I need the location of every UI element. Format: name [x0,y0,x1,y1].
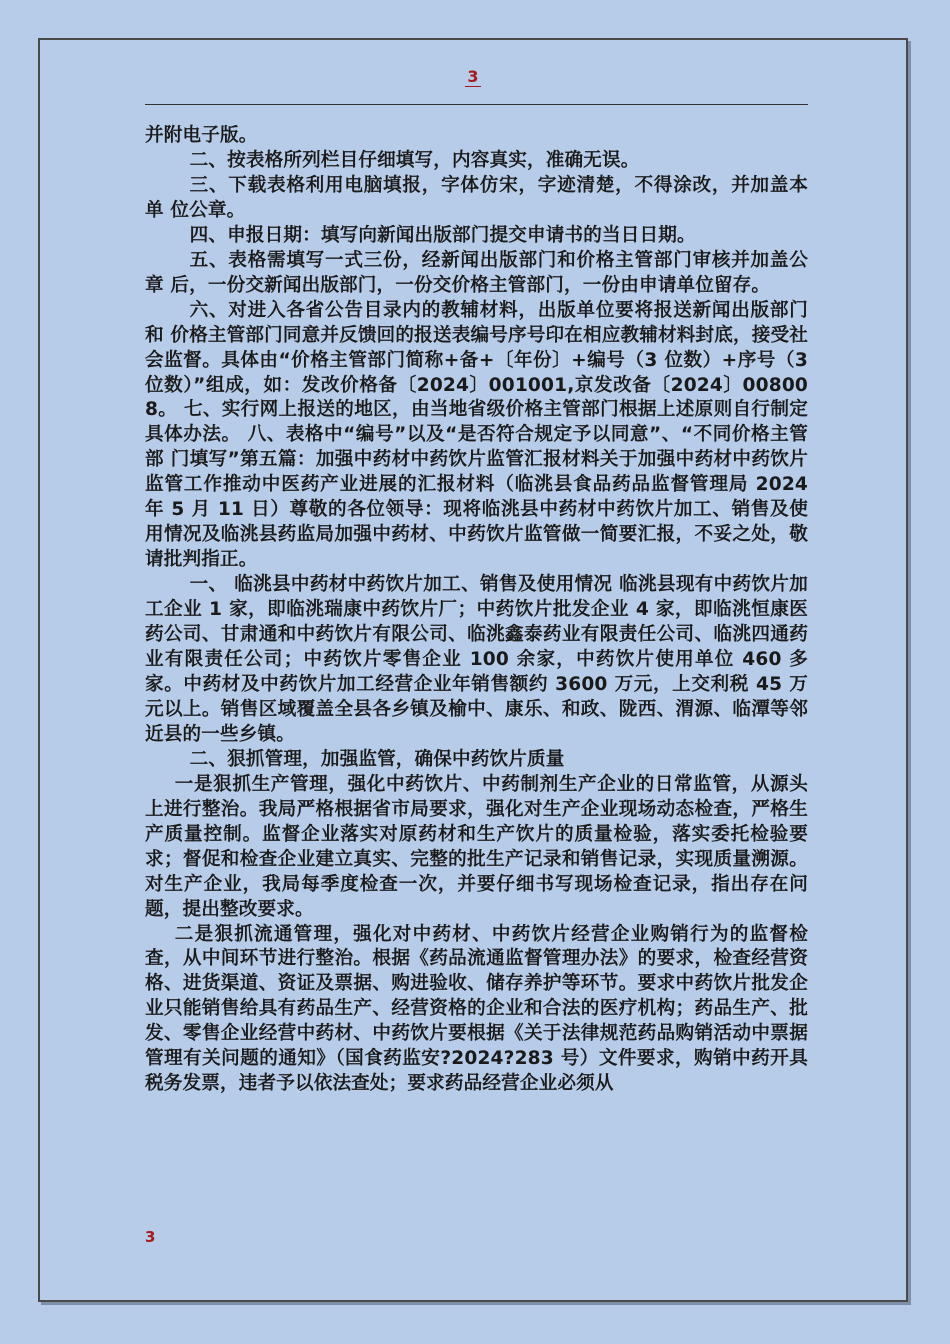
paragraph: 并附电子版。 [145,125,258,146]
paragraph: 二是狠抓流通管理，强化对中药材、中药饮片经营企业购销行为的监督检查，从中间环节进行整治。根据《药品流通监督管理办法》的要求，检查经营资格、进货渠道、资证及票据、购进验收、储存养护等环节。要求中药饮片批发企业只能销售给具有药品生产、经营资格的企业和合法的医疗机构；药品生产、批发、零售企业经营中药材、中药饮片要根据《关于法律规范药品购销活动中票据管理有关问题的通知》（国食药监安?2024?283 号）文件要求，购销中药开具税务发票，违者予以依法查处；要求药品经营企业必须从 [145,923,808,1095]
paragraph: 二、狠抓管理，加强监管，确保中药饮片质量 [189,748,565,770]
page-number-bottom: 3 [145,1228,156,1246]
paragraph: 一是狠抓生产管理，强化中药饮片、中药制剂生产企业的日常监管，从源头上进行整治。我局严格根据省市局要求，强化对生产企业现场动态检查，严格生产质量控制。监督企业落实对原药材和生产饮片的质量检验，落实委托检验要求；督促和检查企业建立真实、完整的批生产记录和销售记录，实现质量溯源。对生产企业，我局每季度检查一次，并要仔细书写现场检查记录，指出存在问题，提出整改要求。 [145,773,808,920]
body-text [145,124,808,1097]
paragraph: 五、表格需填写一式三份，经新闻出版部门和价格主管部门审核并加盖公章 后，一份交新闻出版部门，一份交价格主管部门，一份由申请单位留存。 [145,249,808,296]
paragraph: 一、 临洮县中药材中药饮片加工、销售及使用情况 临洮县现有中药饮片加工企业 1 家，即临洮瑞康中药饮片厂；中药饮片批发企业 4 家，即临洮恒康医药公司、甘肃通和中药饮片有限公司、临洮鑫泰药业有限责任公司、临洮四通药业有限责任公司；中药饮片零售企业 100 余家，中药饮片使用单位 460 多家。中药材及中药饮片加工经营企业年销售额约 3600 万元，上交利税 45 万元以上。销售区域覆盖全县各乡镇及榆中、康乐、和政、陇西、渭源、临潭等邻近县的一些乡镇。 [145,574,808,745]
paragraph: 二、按表格所列栏目仔细填写，内容真实，准确无误。 [189,149,640,171]
paragraph: 四、申报日期：填写向新闻出版部门提交申请书的当日日期。 [189,224,696,246]
paragraph: 六、对进入各省公告目录内的教辅材料，出版单位要将报送新闻出版部门和 价格主管部门同意并反馈回的报送表编号序号印在相应教辅材料封底，接受社会监督。具体由“价格主管部门简称+备+〔年份〕+编号（3 位数）+序号（3 位数）”组成，如：发改价格备〔2024〕001001,京发改备〔2024〕00800 8。 七、实行网上报送的地区，由当地省级价格主管部门根据上述原则自行制定 具体办法。 八、表格中“编号”以及“是否符合规定予以同意”、“不同价格主管部 门填写”第五篇：加强中药材中药饮片监管汇报材料关于加强中药材中药饮片监管工作推动中医药产业进展的汇报材料（临洮县食品药品监督管理局 2024 年 5 月 11 日）尊敬的各位领导：现将临洮县中药材中药饮片加工、销售及使用情况及临洮县药监局加强中药材、中药饮片监管做一简要汇报，不妥之处，敬请批判指正。 [145,299,808,571]
page-number-top [40,67,906,86]
header-divider [145,104,808,105]
page-number-top-text: 3 [467,67,479,86]
paragraph: 三、下载表格利用电脑填报，字体仿宋，字迹清楚，不得涂改，并加盖本单 位公章。 [145,174,808,221]
document-page [38,38,908,1302]
